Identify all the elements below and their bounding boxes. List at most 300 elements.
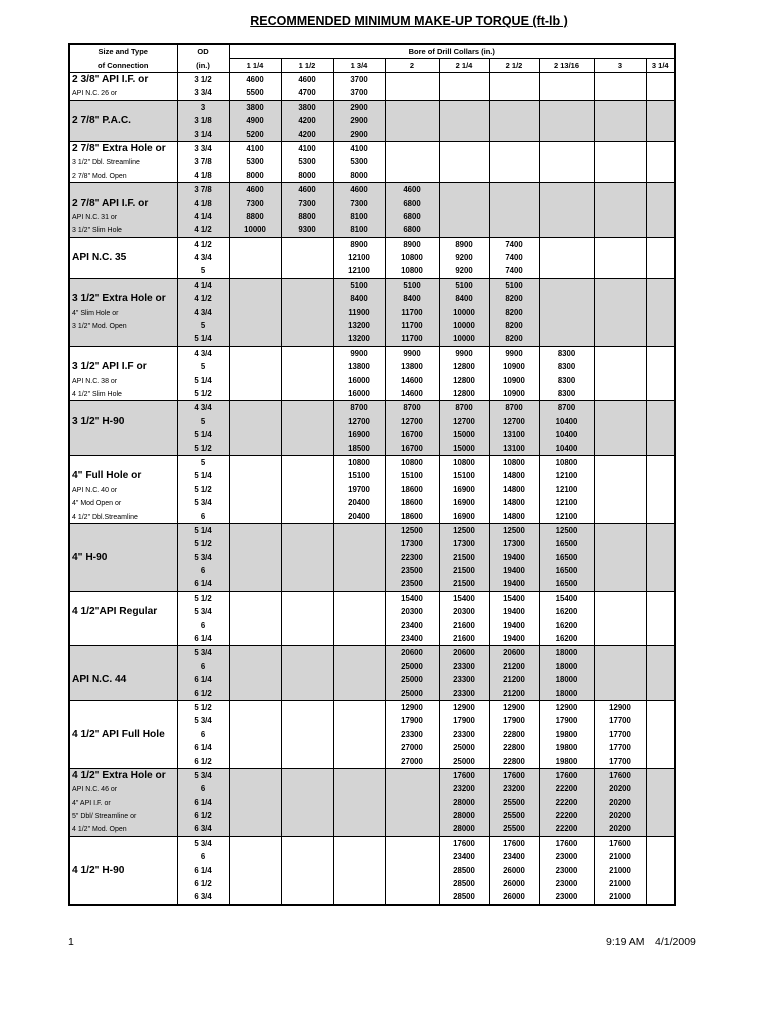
torque-cell [439,455,489,523]
torque-value [440,73,489,86]
od-value: 5 1/2 [194,484,212,494]
torque-value: 23200 [503,784,525,794]
torque-value: 21000 [609,879,631,889]
torque-value: 13100 [503,443,525,453]
torque-cell [489,455,539,523]
torque-cell [539,646,594,701]
torque-value [490,142,539,155]
torque-value: 19400 [503,620,525,630]
connection-name-line [72,850,177,863]
torque-value [386,850,439,863]
od-cell [177,141,229,182]
torque-value: 20200 [609,811,631,821]
torque-value: 22200 [555,797,578,807]
torque-value [230,524,281,537]
torque-cell [539,278,594,346]
torque-value [334,524,385,537]
torque-value: 7400 [505,253,523,263]
torque-value: 23400 [503,852,525,862]
torque-value [230,456,281,469]
torque-value: 19700 [348,484,370,494]
torque-value [334,850,385,863]
connection-name-line [72,701,177,714]
torque-value [386,796,439,809]
torque-value: 10000 [244,225,266,235]
torque-value [282,822,333,835]
connection-name-line [72,223,177,236]
torque-value [647,264,675,277]
torque-cell [594,401,646,456]
torque-value [230,360,281,373]
connection-name-cell [69,183,177,238]
od-value: 5 1/2 [194,702,212,712]
torque-cell [489,346,539,401]
od-value: 4 1/4 [194,280,212,290]
torque-value: 5300 [246,157,264,167]
torque-value: 23300 [453,688,475,698]
torque-cell [229,523,281,591]
torque-value [647,837,675,850]
torque-value [647,728,675,741]
torque-value: 26000 [503,865,525,875]
connection-name-line [72,551,177,564]
od-value: 6 1/2 [194,688,212,698]
torque-value [595,101,646,114]
torque-cell [489,183,539,238]
torque-value [334,537,385,550]
torque-value [282,890,333,903]
torque-cell [489,768,539,836]
torque-value [282,646,333,659]
header-bore-title: Bore of Drill Collars (in.) [408,47,495,56]
connection-name-line [72,114,177,127]
connection-name-cell [69,646,177,701]
torque-cell [333,73,385,101]
torque-value: 18600 [401,498,423,508]
torque-value [230,510,281,523]
od-cell [177,183,229,238]
torque-cell [229,278,281,346]
torque-value: 20200 [609,784,631,794]
connection-name-line [72,619,177,632]
torque-value: 10800 [348,457,370,467]
torque-value [282,632,333,645]
torque-value [282,864,333,877]
connection-name-line [72,428,177,441]
torque-value [282,564,333,577]
torque-cell [646,278,675,346]
torque-value [334,877,385,890]
torque-cell [439,237,489,278]
torque-value: 20600 [503,648,525,658]
torque-cell [333,591,385,646]
torque-value: 26000 [503,879,525,889]
torque-value [230,660,281,673]
torque-value: 23400 [401,634,423,644]
torque-value: 15000 [453,430,475,440]
od-value: 5 1/4 [194,334,212,344]
torque-value: 20400 [348,511,370,521]
torque-value: 21500 [453,552,475,562]
torque-value [595,660,646,673]
torque-value [595,360,646,373]
torque-value [230,292,281,305]
torque-value [490,197,539,210]
torque-cell [439,141,489,182]
torque-value [490,183,539,196]
torque-cell [646,141,675,182]
page-title-text: RECOMMENDED MINIMUM MAKE-UP TORQUE (ft-lb ) [250,14,568,28]
torque-cell [594,73,646,101]
torque-cell [646,455,675,523]
torque-cell [646,523,675,591]
torque-value [334,605,385,618]
torque-cell [594,700,646,768]
connection-name: 4 1/2" Extra Hole or [72,769,166,781]
torque-value [595,238,646,251]
od-value: 5 3/4 [194,716,212,726]
torque-value: 9900 [350,348,368,358]
torque-value: 8900 [403,239,421,249]
torque-value [230,374,281,387]
torque-value: 16200 [555,620,578,630]
torque-value [595,169,646,182]
torque-value [230,646,281,659]
torque-value: 17300 [503,539,525,549]
torque-value: 20600 [401,648,423,658]
torque-value: 17700 [609,756,631,766]
torque-value: 16200 [555,607,578,617]
torque-cell [594,278,646,346]
torque-value [647,822,675,835]
torque-value [230,822,281,835]
connection-group [69,700,675,768]
torque-value [647,456,675,469]
torque-value [647,319,675,332]
torque-value [540,142,594,155]
connection-name-line [72,728,177,741]
connection-name: 3 1/2" Mod. Open [72,323,127,331]
torque-value: 17600 [555,770,578,780]
torque-value: 16500 [555,566,578,576]
torque-value [647,537,675,550]
od-cell [177,523,229,591]
od-value: 5 3/4 [194,648,212,658]
od-value: 5 [200,321,206,331]
torque-value: 22200 [555,784,578,794]
torque-value: 21000 [609,852,631,862]
torque-cell [281,100,333,141]
torque-value [282,660,333,673]
torque-value [540,197,594,210]
torque-value [647,890,675,903]
torque-value: 7400 [505,266,523,276]
torque-value [386,114,439,127]
od-cell [177,700,229,768]
od-cell [177,646,229,701]
torque-cell [385,700,439,768]
torque-value [282,755,333,768]
torque-value: 10800 [503,457,525,467]
torque-cell [646,646,675,701]
torque-value: 10800 [401,457,423,467]
connection-name: 5" Dbl/ Streamline or [72,813,137,821]
torque-value: 12800 [453,362,475,372]
od-cell [177,73,229,101]
connection-name-line [72,197,177,210]
torque-cell [539,183,594,238]
torque-value [282,728,333,741]
torque-value [540,210,594,223]
connection-name: 2 3/8" API I.F. or [72,74,149,85]
torque-value: 8000 [298,170,316,180]
torque-value: 8200 [505,294,523,304]
torque-value: 23000 [555,852,578,862]
torque-value: 2900 [350,116,368,126]
torque-value [230,279,281,292]
torque-value: 17900 [453,716,475,726]
torque-value: 16500 [555,552,578,562]
connection-group [69,523,675,591]
od-value: 3 1/4 [194,129,212,139]
torque-value: 17700 [609,743,631,753]
torque-value [595,306,646,319]
torque-value: 21600 [453,634,475,644]
torque-value: 8700 [350,403,368,413]
torque-value [647,306,675,319]
connection-name: API N.C. 44 [72,674,127,686]
torque-value [282,701,333,714]
torque-value [386,155,439,168]
torque-value [647,238,675,251]
connection-name-line [72,782,177,795]
torque-cell [385,401,439,456]
torque-value [334,660,385,673]
torque-value [230,564,281,577]
torque-cell [489,278,539,346]
connection-group [69,278,675,346]
od-value: 5 1/2 [194,388,212,398]
torque-value [595,646,646,659]
torque-value: 15100 [348,471,370,481]
torque-value [230,782,281,795]
torque-value: 19800 [555,743,578,753]
torque-cell [539,141,594,182]
torque-cell [439,100,489,141]
torque-value [440,155,489,168]
connection-name-line [72,374,177,387]
torque-value: 17900 [555,716,578,726]
torque-value: 23000 [555,865,578,875]
torque-value: 23300 [453,661,475,671]
connection-name-cell [69,141,177,182]
torque-value [647,428,675,441]
torque-value [540,86,594,99]
connection-name-line [72,796,177,809]
torque-value [282,483,333,496]
torque-cell [439,646,489,701]
torque-value [230,415,281,428]
torque-value: 25000 [401,675,423,685]
torque-cell [333,346,385,401]
torque-value: 16900 [453,511,475,521]
torque-cell [333,455,385,523]
print-time: 9:19 AM [606,936,645,948]
torque-cell [539,768,594,836]
torque-value: 19400 [503,566,525,576]
torque-value: 23300 [401,729,423,739]
torque-value [230,428,281,441]
connection-name-line [72,183,177,196]
od-value: 6 1/2 [194,756,212,766]
torque-value [282,714,333,727]
connection-name-cell [69,836,177,904]
torque-value [230,306,281,319]
torque-cell [229,401,281,456]
torque-value [595,442,646,455]
torque-value: 25500 [503,797,525,807]
torque-value [647,197,675,210]
torque-value: 8800 [246,211,264,221]
torque-value [595,251,646,264]
torque-value: 17700 [609,729,631,739]
connection-name-line [72,660,177,673]
torque-cell [439,836,489,904]
torque-value: 19400 [503,579,525,589]
connection-name: 4" H-90 [72,551,108,563]
torque-value: 25000 [453,756,475,766]
torque-value [282,387,333,400]
torque-value: 12700 [503,416,525,426]
torque-value [490,73,539,86]
torque-value [595,619,646,632]
connection-name-cell [69,346,177,401]
torque-value: 12900 [609,702,631,712]
torque-value [282,496,333,509]
connection-name: 4 1/2" Slim Hole [72,390,122,398]
od-value: 4 3/4 [194,403,212,413]
torque-value: 8400 [455,294,473,304]
torque-value: 10900 [503,388,525,398]
torque-value: 17600 [453,838,475,848]
torque-value: 22200 [555,824,578,834]
torque-value: 8300 [557,375,576,385]
torque-value: 8900 [350,239,368,249]
torque-cell [385,183,439,238]
torque-value: 19400 [503,634,525,644]
torque-cell [229,768,281,836]
torque-value [334,701,385,714]
torque-cell [281,237,333,278]
od-cell [177,401,229,456]
torque-cell [385,591,439,646]
torque-value [540,319,594,332]
torque-value: 17900 [401,716,423,726]
connection-name-cell [69,73,177,101]
torque-value [595,401,646,414]
connection-name-line [72,469,177,482]
torque-cell [229,700,281,768]
torque-value: 21600 [453,620,475,630]
connection-name-line [72,714,177,727]
torque-value: 12900 [453,702,475,712]
torque-cell [229,455,281,523]
torque-cell [646,73,675,101]
torque-cell [229,73,281,101]
torque-value: 15400 [503,593,525,603]
torque-value: 23400 [401,620,423,630]
torque-value: 16500 [555,579,578,589]
torque-value: 23500 [401,566,423,576]
torque-value [440,86,489,99]
torque-value [595,197,646,210]
od-value: 5 1/4 [194,471,212,481]
torque-cell [439,523,489,591]
torque-value [595,142,646,155]
connection-name-line [72,251,177,264]
torque-value [282,456,333,469]
torque-value [230,264,281,277]
torque-cell [229,646,281,701]
torque-cell [539,237,594,278]
od-cell [177,768,229,836]
torque-value [334,864,385,877]
connection-name-cell [69,401,177,456]
torque-value: 21200 [503,675,525,685]
torque-value [647,619,675,632]
torque-value: 8300 [557,388,576,398]
torque-value [282,347,333,360]
torque-value [647,592,675,605]
torque-cell [646,700,675,768]
torque-value [282,592,333,605]
torque-value [595,605,646,618]
torque-value [230,496,281,509]
torque-value: 12900 [401,702,423,712]
torque-value: 7300 [298,198,316,208]
torque-value [230,592,281,605]
torque-cell [385,836,439,904]
torque-value: 21000 [609,892,631,902]
torque-value [282,687,333,700]
torque-cell [539,591,594,646]
connection-name-line [72,592,177,605]
connection-name-line [72,101,177,114]
header-bore: 2 1/4 [439,59,489,73]
torque-value: 5500 [246,88,264,98]
torque-value [230,619,281,632]
torque-value [647,155,675,168]
torque-value [282,469,333,482]
connection-name-cell [69,523,177,591]
torque-value: 12700 [401,416,423,426]
od-value: 4 1/4 [194,211,212,221]
torque-value [282,292,333,305]
connection-group [69,646,675,701]
torque-cell [333,836,385,904]
torque-value [230,319,281,332]
torque-value [334,822,385,835]
torque-cell [439,768,489,836]
torque-cell [489,700,539,768]
torque-value: 21200 [503,661,525,671]
connection-name-line [72,564,177,577]
torque-value [282,782,333,795]
torque-value [540,73,594,86]
od-value: 5 3/4 [194,770,212,780]
torque-value: 10000 [453,307,475,317]
torque-value: 10000 [453,334,475,344]
